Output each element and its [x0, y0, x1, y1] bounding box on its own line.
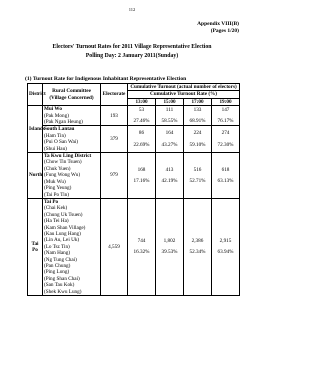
turnout-rate: 52.71%	[189, 177, 206, 184]
turnout-rate: 72.30%	[217, 141, 234, 148]
village-name: (Lo Tsz Tin)	[44, 243, 70, 250]
village-name: (Fung Wong Wu)	[44, 172, 81, 179]
turnout-cell	[212, 126, 240, 153]
turnout-cell	[212, 198, 240, 295]
appendix-label	[197, 21, 239, 34]
district-cell: North	[28, 153, 43, 199]
header-time: 15:00	[156, 98, 184, 105]
village-name: (Kam Shan Village)	[44, 224, 86, 231]
header-cumulative-turnout: Cumulative Turnout (actual number of electors)	[128, 84, 240, 91]
page-number: 112	[128, 7, 136, 12]
village-name: (Pui O San Wai)	[44, 139, 78, 146]
village-name: (Pak Ngan Heung)	[44, 119, 83, 126]
rural-committee-name: South Lantau	[44, 126, 75, 133]
turnout-count: 164	[165, 130, 174, 137]
turnout-cell	[156, 106, 184, 126]
header-rc-label: Rural Committee	[52, 88, 91, 95]
header-time: 19:00	[212, 98, 240, 105]
electorate-cell: 193	[101, 106, 128, 126]
village-name: (Ping Long)	[44, 269, 70, 276]
village-name: (Ping Yeung)	[44, 185, 72, 192]
turnout-cell	[184, 106, 212, 126]
turnout-count: 744	[137, 238, 146, 245]
turnout-count: 2,915	[219, 238, 232, 245]
turnout-rate: 22.69%	[133, 141, 150, 148]
turnout-rate: 17.16%	[133, 177, 150, 184]
turnout-cell	[156, 198, 184, 295]
table-row	[28, 106, 240, 126]
turnout-cell	[128, 126, 156, 153]
turnout-cell	[184, 198, 212, 295]
village-name: (Lin Au, Lei Uk)	[44, 237, 80, 244]
turnout-cell	[212, 106, 240, 126]
turnout-count: 168	[137, 166, 146, 173]
turnout-cell	[128, 106, 156, 126]
electorate-cell: 4,559	[101, 198, 128, 295]
turnout-rate: 63.94%	[217, 249, 234, 256]
turnout-cell	[128, 153, 156, 199]
village-name: (Pan Chung)	[44, 262, 71, 269]
turnout-cell	[128, 198, 156, 295]
village-name: (Tai Po Tin)	[44, 191, 70, 198]
turnout-count: 413	[165, 166, 174, 173]
table-row	[28, 126, 240, 153]
turnout-cell	[156, 153, 184, 199]
electorate-cell: 379	[101, 126, 128, 153]
turnout-count: 133	[193, 106, 202, 113]
rural-committee-cell	[43, 198, 101, 295]
section-heading: (1) Turnout Rate for Indigenous Inhabitant Representative Election	[25, 76, 187, 82]
village-name: (Ng Tung Chai)	[44, 256, 77, 263]
district-cell: Islands	[28, 106, 43, 153]
header-village-label: (Village Concerned)	[49, 94, 94, 101]
turnout-rate: 16.32%	[133, 249, 150, 256]
village-name: (Chow Tin Tsuen)	[44, 159, 82, 166]
turnout-rate: 76.17%	[217, 118, 234, 125]
village-name: (Muk Wu)	[44, 178, 66, 185]
header-cumulative-rate: Cumulative Turnout Rate (%)	[128, 91, 240, 98]
header-electorate: Electorate	[101, 84, 128, 106]
table-row	[28, 153, 240, 199]
turnout-count: 111	[165, 106, 174, 113]
header-time: 13:00	[128, 98, 156, 105]
turnout-count: 516	[193, 166, 202, 173]
rural-committee-cell	[43, 153, 101, 199]
turnout-count: 618	[221, 166, 230, 173]
village-name: (Chai Kek)	[44, 205, 68, 212]
village-name: (Ham Tin)	[44, 132, 66, 139]
header-district: District	[28, 84, 43, 106]
turnout-count: 53	[138, 106, 145, 113]
turnout-count: 147	[221, 106, 230, 113]
turnout-count: 2,386	[191, 238, 204, 245]
document-subtitle: Polling Day: 2 January 2011(Sunday)	[85, 53, 179, 59]
rural-committee-cell	[43, 126, 101, 153]
turnout-table	[27, 83, 240, 296]
turnout-count: 1,802	[163, 238, 176, 245]
turnout-cell	[212, 153, 240, 199]
turnout-rate: 42.19%	[161, 177, 178, 184]
village-name: (Chung Uk Tsuen)	[44, 211, 83, 218]
turnout-rate: 52.34%	[189, 249, 206, 256]
village-name: (Shek Kwu Lung)	[44, 288, 82, 295]
village-name: (Nam Hang)	[44, 250, 71, 257]
electorate-cell: 979	[101, 153, 128, 199]
turnout-cell	[184, 126, 212, 153]
rural-committee-cell	[43, 106, 101, 126]
village-name: (Ha Tei Ha)	[44, 218, 69, 225]
document-title: Electors' Turnout Rates for 2011 Village Representative Election	[52, 44, 212, 50]
appendix-line-2: (Pages 1/20)	[210, 27, 239, 34]
turnout-cell	[156, 126, 184, 153]
turnout-cell	[184, 153, 212, 199]
village-name: (Ping Shan Chai)	[44, 275, 80, 282]
turnout-rate: 59.10%	[189, 141, 206, 148]
turnout-rate: 63.13%	[217, 177, 234, 184]
rural-committee-name: Tai Po	[44, 198, 59, 205]
district-cell: Tai Po	[28, 198, 43, 295]
rural-committee-name: Ta Kwu Ling District	[44, 153, 92, 160]
turnout-rate: 27.46%	[133, 118, 150, 125]
header-rural-committee	[43, 84, 101, 106]
appendix-line-1: Appendix VIII(B)	[197, 21, 239, 27]
table-row	[28, 198, 240, 295]
turnout-rate: 58.55%	[161, 118, 178, 125]
header-time: 17:00	[184, 98, 212, 105]
turnout-rate: 39.53%	[161, 249, 178, 256]
turnout-rate: 43.27%	[161, 141, 178, 148]
village-name: (Pak Mong)	[44, 112, 69, 119]
turnout-count: 86	[138, 130, 145, 137]
village-name: (Chuk Yuen)	[44, 165, 71, 172]
turnout-rate: 68.91%	[189, 118, 206, 125]
village-name: (Shui Hau)	[44, 145, 67, 152]
turnout-count: 274	[221, 130, 230, 137]
village-name: (Kau Lung Hang)	[44, 230, 81, 237]
village-name: (San Tau Kok)	[44, 282, 75, 289]
rural-committee-name: Mui Wo	[44, 106, 62, 113]
turnout-count: 224	[193, 130, 202, 137]
